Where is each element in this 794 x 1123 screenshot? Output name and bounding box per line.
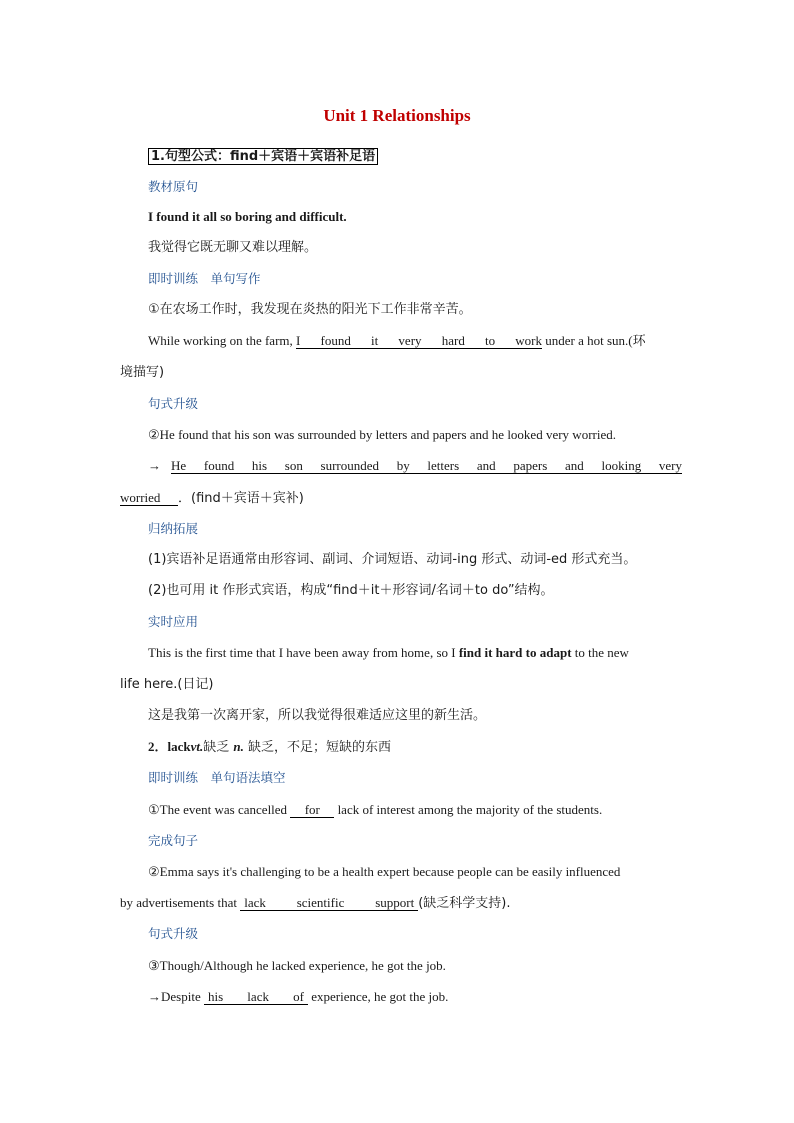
page-title: Unit 1 Relationships xyxy=(323,106,471,125)
apply-sentence: This is the first time that I have been away from home, so I find it hard to adapt to the new xyxy=(148,645,629,660)
summary-point-2: (2)也可用 it 作形式宾语，构成“find＋it＋形容词/名词＋to do”结构。 xyxy=(148,583,554,598)
q2-answer-line2: worried ．(find＋宾语＋宾补) xyxy=(120,490,304,506)
s2-q3-sentence: ③Though/Although he lacked experience, he got the job. xyxy=(148,958,446,973)
practice-label-2: 即时训练 单句语法填空 xyxy=(148,770,286,785)
s2-q2-line1: ②Emma says it's challenging to be a health expert because people can be easily influenced xyxy=(148,864,621,879)
source-sentence-en: I found it all so boring and difficult. xyxy=(148,209,347,224)
apply-sentence-cn: 这是我第一次离开家，所以我觉得很难适应这里的新生活。 xyxy=(148,708,487,723)
apply-label: 实时应用 xyxy=(148,614,199,629)
q1-english: While working on the farm, I found it very hard to work under a hot sun.(环 xyxy=(148,333,646,348)
section1-heading xyxy=(148,147,378,166)
summary-point-1: (1)宾语补足语通常由形容词、副词、介词短语、动词-ing 形式、动词-ed 形式充当。 xyxy=(148,552,637,567)
answer-blank[interactable]: I found it very hard to work xyxy=(296,333,543,348)
answer-blank[interactable]: worried xyxy=(120,491,178,506)
answer-blank[interactable]: his lack of xyxy=(204,990,308,1005)
summary-label: 归纳拓展 xyxy=(148,521,199,536)
q1-english-cont: 境描写) xyxy=(120,365,165,380)
answer-blank[interactable]: lack scientific support xyxy=(240,896,418,911)
q2-sentence: ②He found that his son was surrounded by letters and papers and he looked very worried. xyxy=(148,427,616,442)
q2-answer-line1: → He found his son surrounded by letters and papers and looking very xyxy=(148,458,682,473)
answer-blank[interactable]: He found his son surrounded by letters and papers and looking very xyxy=(171,458,682,473)
formula-box: 1.句型公式：find＋宾语＋宾语补足语 xyxy=(148,148,378,165)
source-label: 教材原句 xyxy=(148,179,199,194)
complete-label: 完成句子 xyxy=(148,833,199,848)
answer-blank[interactable]: for xyxy=(290,803,334,818)
s2-q3-answer: →Despite his lack of experience, he got the job. xyxy=(148,989,449,1004)
practice-label-1: 即时训练 单句写作 xyxy=(148,271,261,286)
source-sentence-cn: 我觉得它既无聊又难以理解。 xyxy=(148,240,318,255)
upgrade-label-1: 句式升级 xyxy=(148,396,199,411)
s2-q1: ①The event was cancelled for lack of interest among the majority of the students. xyxy=(148,802,603,817)
upgrade-label-2: 句式升级 xyxy=(148,926,199,941)
apply-sentence-cont: life here.(日记) xyxy=(120,677,214,692)
section2-heading: 2．lackvt.缺乏 n. 缺乏，不足；短缺的东西 xyxy=(148,739,392,755)
s2-q2-line2: by advertisements that lack scientific support (缺乏科学支持). xyxy=(120,895,511,911)
q1-chinese: ①在农场工作时，我发现在炎热的阳光下工作非常辛苦。 xyxy=(148,302,472,317)
